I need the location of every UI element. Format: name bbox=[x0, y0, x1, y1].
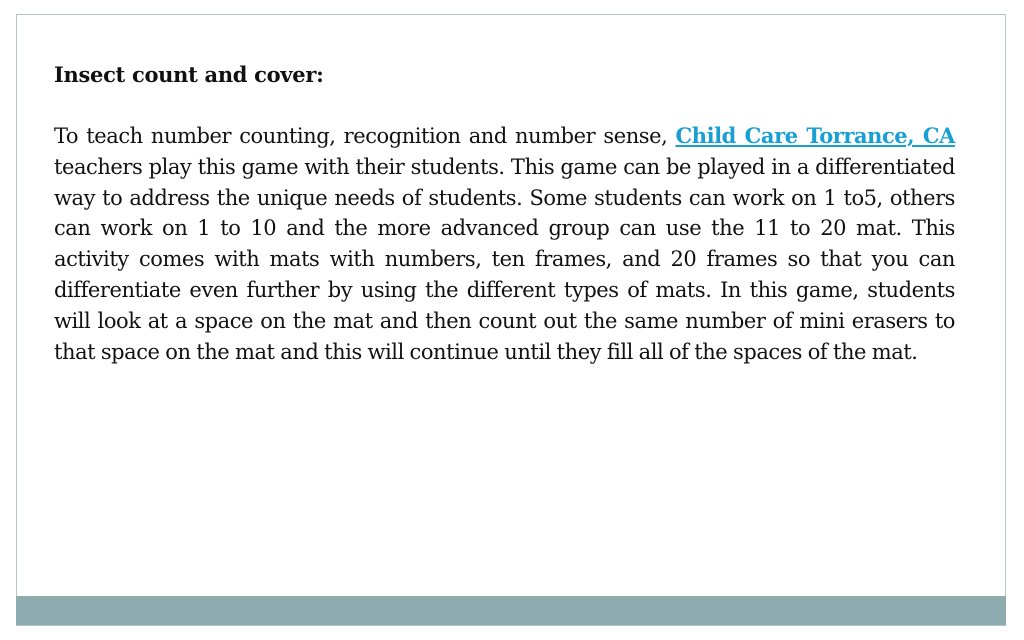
paragraph-text-after-link: teachers play this game with their students. This game can be played in a differentiated way to address the unique needs of students. Some students can work on 1 to5, others can work on 1 to 10 and the more advanced group can use the 11 to 20 mat. This activity comes with mats with numbers, ten frames, and 20 frames so that you can differentiate even further by using the different types of mats. In this game, students will look at a space on the mat and then count out the same number of mini erasers to that space on the mat and this will continue until they fill all of the spaces of the mat. bbox=[54, 154, 955, 364]
paragraph-text-before-link: To teach number counting, recognition and number sense, bbox=[54, 124, 676, 148]
body-paragraph bbox=[54, 121, 955, 367]
slide-content bbox=[54, 60, 955, 367]
section-heading: Insect count and cover: bbox=[54, 62, 324, 87]
footer-bar bbox=[16, 596, 1006, 625]
child-care-torrance-link[interactable]: Child Care Torrance, CA bbox=[675, 123, 955, 148]
slide-frame bbox=[16, 14, 1006, 626]
